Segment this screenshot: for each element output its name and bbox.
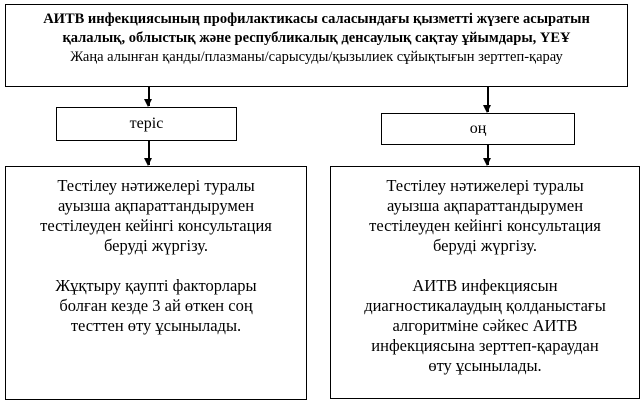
text-line: болған кезде 3 ай өткен соң — [59, 296, 253, 315]
negative-result-box — [56, 107, 237, 141]
text-line: ауызша ақпараттандырумен — [57, 196, 255, 215]
text-line: Жұқтыру қаупті факторлары — [55, 276, 257, 295]
text-line: тестілеуден кейінгі консультация — [369, 216, 601, 235]
source-organizations-box — [5, 4, 628, 87]
examination-description: Жаңа алынған қанды/плазманы/сарысуды/қызылиек сұйықтығын зерттеп-қарау — [70, 49, 563, 65]
text-line: Тестілеу нәтижелері туралы — [57, 176, 255, 195]
positive-counseling-text — [331, 176, 639, 256]
arrow-down-icon — [487, 145, 489, 165]
text-line: ауызша ақпараттандырумен — [386, 196, 584, 215]
positive-recommendation-text — [331, 276, 639, 376]
negative-recommendation-text — [6, 276, 306, 336]
text-line: АИТВ инфекциясын — [412, 276, 558, 295]
text-line: инфекциясына зерттеп-қараудан — [371, 336, 599, 355]
text-line: Тестілеу нәтижелері туралы — [386, 176, 584, 195]
organizations-title-line-1: АИТВ инфекциясының профилактикасы саласындағы қызметті жүзеге асыратын — [43, 11, 590, 27]
negative-label: теріс — [129, 115, 164, 132]
negative-counseling-text — [6, 176, 306, 256]
organizations-title — [6, 10, 627, 48]
text-line: алгоритміне сәйкес АИТВ — [392, 316, 578, 335]
positive-action-box — [330, 166, 640, 399]
arrow-down-icon — [148, 87, 150, 106]
positive-result-box — [381, 113, 575, 145]
text-line: өту ұсынылады. — [428, 356, 542, 375]
organizations-title-line-2: қалалық, облыстық және республикалық денсаулық сақтау ұйымдары, ҮЕҰ — [62, 30, 571, 46]
text-line: тесттен өту ұсынылады. — [70, 316, 242, 335]
arrow-down-icon — [487, 87, 489, 112]
arrow-down-icon — [148, 141, 150, 165]
negative-action-box — [5, 166, 307, 400]
text-line: беруді жүргізу. — [433, 236, 537, 255]
text-line: тестілеуден кейінгі консультация — [40, 216, 272, 235]
text-line: диагностикалаудың қолданыстағы — [364, 296, 606, 315]
positive-label: оң — [469, 120, 487, 137]
text-line: беруді жүргізу. — [104, 236, 208, 255]
